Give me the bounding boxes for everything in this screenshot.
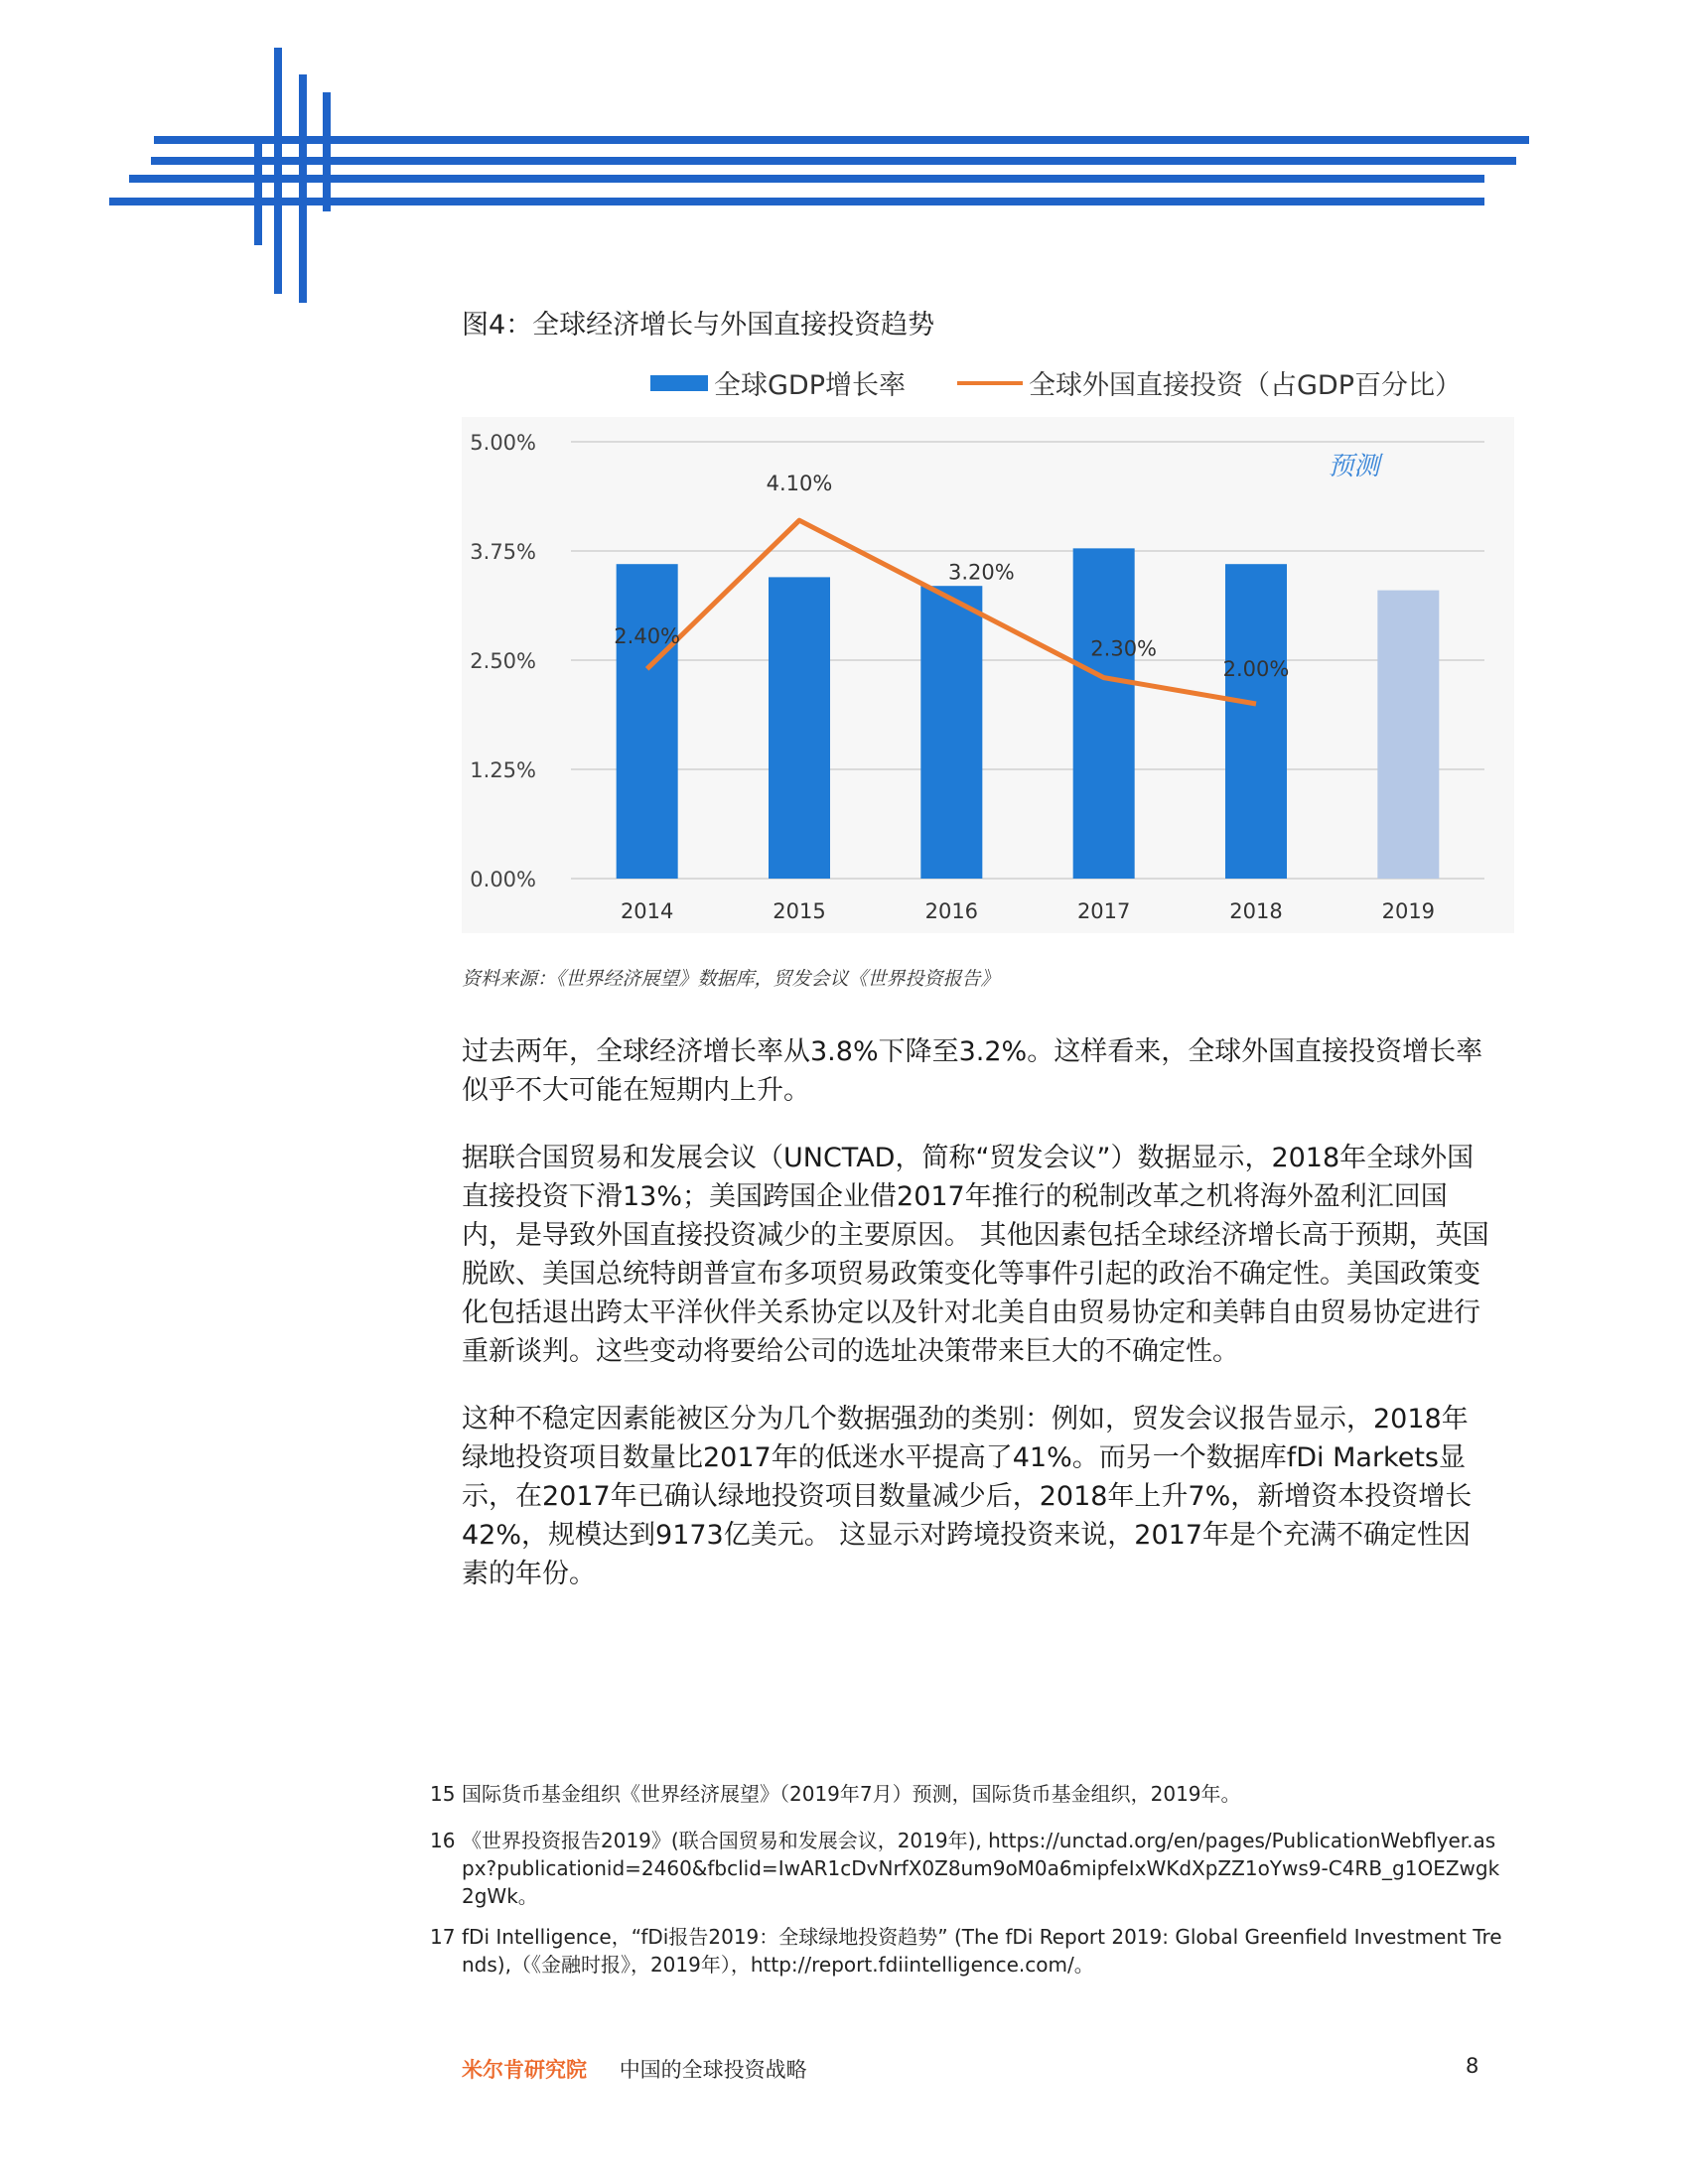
data-label-2016: 3.20% <box>947 560 1015 585</box>
bar-2019 <box>1377 591 1439 879</box>
y-tick-label: 2.50% <box>470 649 536 673</box>
footnote-number: 16 <box>430 1829 456 1852</box>
gdp-fdi-chart <box>462 417 1514 933</box>
footnote-17 <box>430 1923 1502 1979</box>
data-label-2017: 2.30% <box>1090 636 1158 661</box>
data-label-2018: 2.00% <box>1222 657 1290 681</box>
x-tick-label: 2017 <box>1076 899 1131 923</box>
x-tick-label: 2019 <box>1381 899 1436 923</box>
forecast-label: 预测 <box>1328 452 1380 481</box>
footnote-text: 国际货币基金组织《世界经济展望》（2019年7月）预测，国际货币基金组织，2019年。 <box>462 1782 1241 1806</box>
page-number: 8 <box>1466 2054 1479 2078</box>
data-label-2015: 4.10% <box>766 472 833 496</box>
paragraph-3: 这种不稳定因素能被区分为几个数据强劲的类别：例如，贸发会议报告显示，2018年绿地投资项目数量比2017年的低迷水平提高了41%。而另一个数据库fDi Markets显示，在2017年已确认绿地投资项目数量减少后，2018年上升7%，新增资本投资增长42%，规模达到9173亿美元。 这显示对跨境投资来说，2017年是个充满不确定性因素的年份。 <box>462 1404 1473 1589</box>
footer-brand: 米尔肯研究院 <box>462 2058 587 2082</box>
data-label-2014: 2.40% <box>614 623 681 648</box>
y-tick-label: 1.25% <box>470 758 536 782</box>
figure-source: 资料来源：《世界经济展望》数据库，贸发会议《世界投资报告》 <box>462 968 1000 990</box>
x-tick-label: 2016 <box>924 899 979 923</box>
legend-bar-swatch <box>650 375 708 391</box>
footnote-text: 《世界投资报告2019》(联合国贸易和发展会议，2019年), https://unctad.org/en/pages/PublicationWebflyer.aspx?publicationid=2460&fbclid=IwAR1cDvNrfX0Z8um9oM0a6mipfeIxWKdXpZZ1oYws9-C4RB_g1OEZwgk2gWk。 <box>462 1829 1500 1908</box>
header-decoration <box>0 0 1688 318</box>
footnote-15 <box>430 1780 1502 1808</box>
paragraph-1: 过去两年，全球经济增长率从3.8%下降至3.2%。这样看来，全球外国直接投资增长率似乎不大可能在短期内上升。 <box>462 1036 1483 1106</box>
bar-2017 <box>1073 548 1135 879</box>
legend-bar-label: 全球GDP增长率 <box>714 370 906 401</box>
page-footer <box>462 2054 807 2084</box>
footnote-number: 15 <box>430 1782 456 1806</box>
footer-doc-title: 中国的全球投资战略 <box>619 2058 807 2082</box>
x-tick-label: 2015 <box>773 899 826 923</box>
footnote-text: fDi Intelligence，“fDi报告2019：全球绿地投资趋势” (The fDi Report 2019: Global Greenfield Investment Trends),（《金融时报》，2019年），http://report.fdiintelligence.com/。 <box>462 1925 1502 1977</box>
y-tick-label: 0.00% <box>470 868 536 891</box>
bar-2018 <box>1225 564 1287 879</box>
bar-2014 <box>617 564 678 879</box>
figure-title: 图4：全球经济增长与外国直接投资趋势 <box>462 310 935 341</box>
y-tick-label: 3.75% <box>470 540 536 564</box>
footnote-16 <box>430 1827 1502 1910</box>
legend-line-swatch <box>957 381 1023 385</box>
bar-2016 <box>920 586 982 879</box>
paragraph-2: 据联合国贸易和发展会议（UNCTAD，简称“贸发会议”）数据显示，2018年全球外国直接投资下滑13%；美国跨国企业借2017年推行的税制改革之机将海外盈利汇回国内，是导致外国直接投资减少的主要原因。 其他因素包括全球经济增长高于预期，英国脱欧、美国总统特朗普宣布多项贸易政策变化等事件引起的政治不确定性。美国政策变化包括退出跨太平洋伙伴关系协定以及针对北美自由贸易协定和美韩自由贸易协定进行重新谈判。这些变动将要给公司的选址决策带来巨大的不确定性。 <box>462 1143 1489 1367</box>
legend-line-label: 全球外国直接投资（占GDP百分比） <box>1029 370 1462 401</box>
x-tick-label: 2014 <box>620 899 674 923</box>
footnote-number: 17 <box>430 1925 456 1949</box>
chart-legend <box>650 363 1462 402</box>
x-tick-label: 2018 <box>1229 899 1283 923</box>
bar-2015 <box>769 577 830 879</box>
y-tick-label: 5.00% <box>470 431 536 455</box>
